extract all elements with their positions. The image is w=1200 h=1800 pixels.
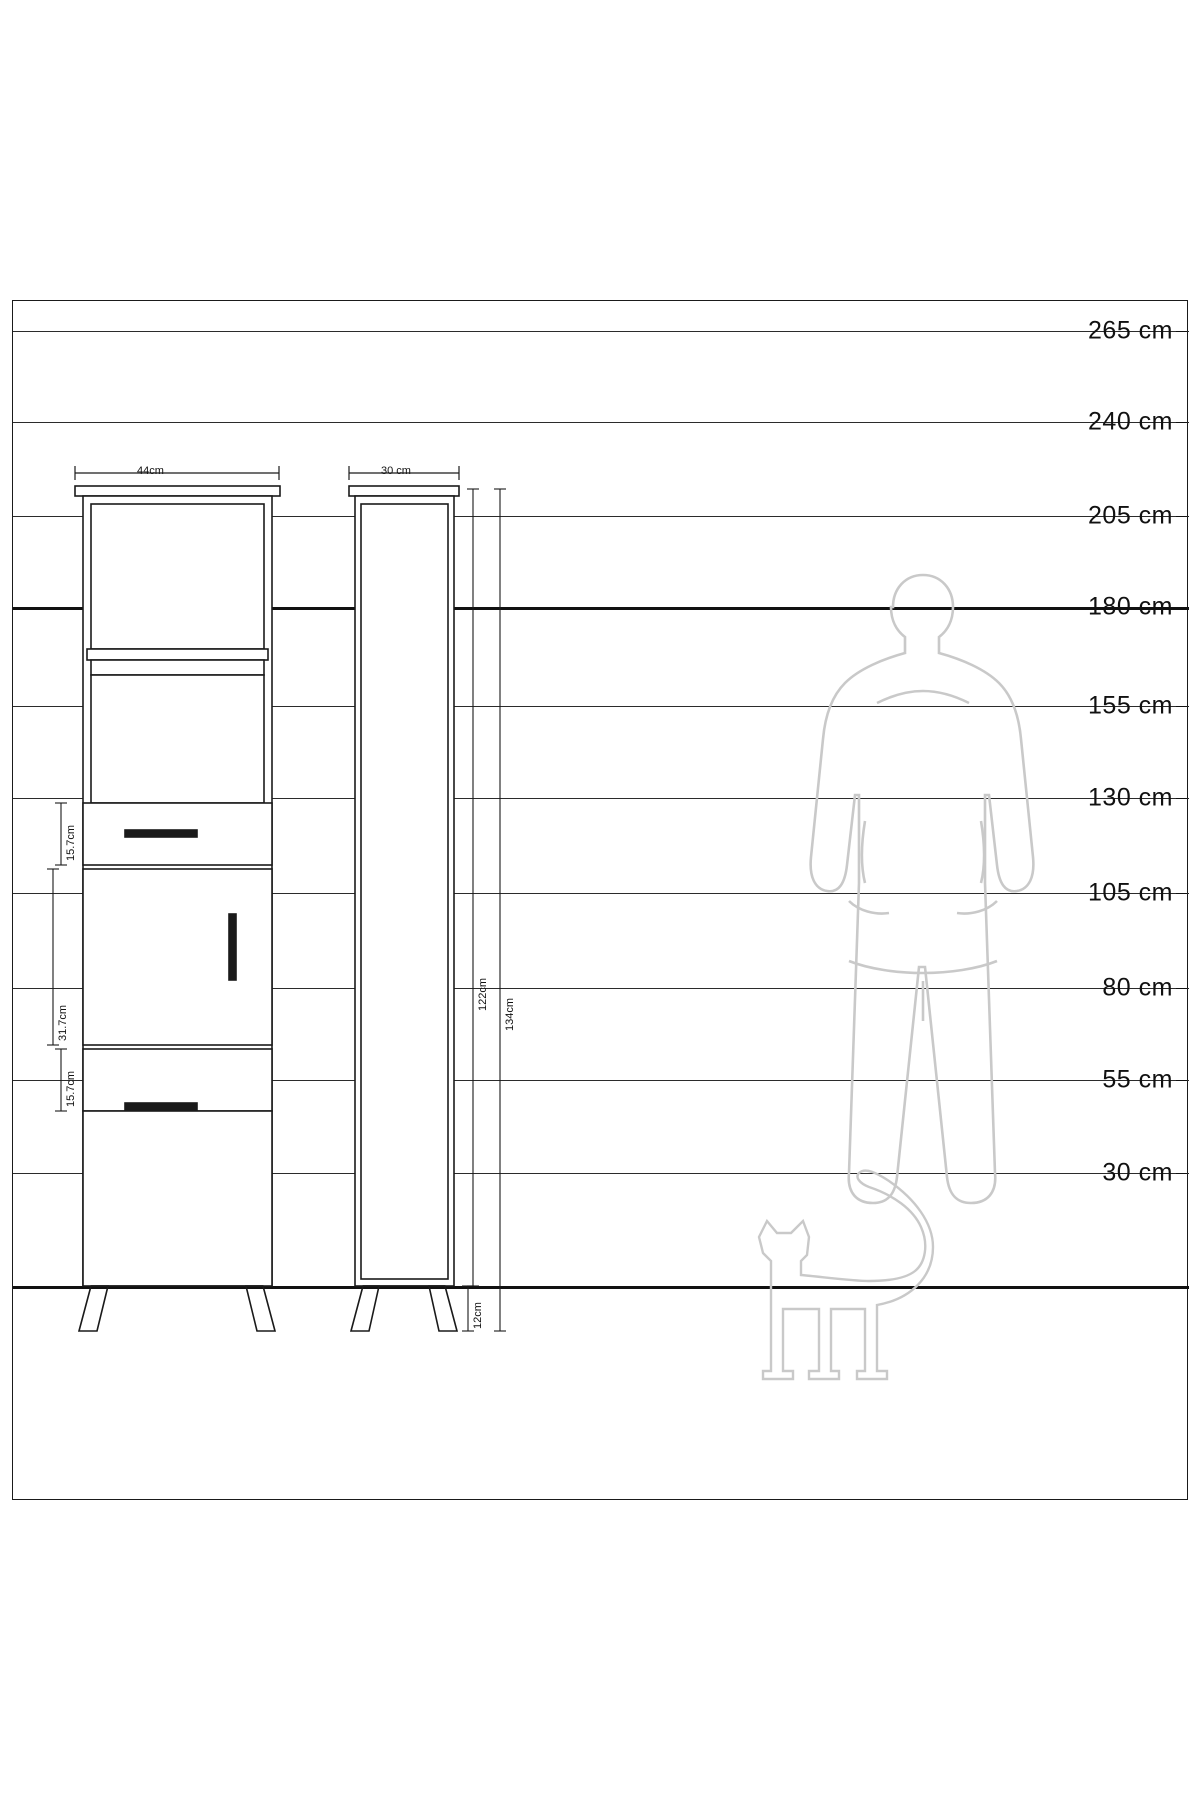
panel-height-dimensions — [462, 489, 506, 1331]
scale-label-130: 130 cm — [1088, 783, 1173, 812]
scale-label-155: 155 cm — [1088, 691, 1173, 720]
cat-silhouette — [759, 1171, 933, 1379]
tall-cabinet — [75, 486, 280, 1331]
human-silhouette — [811, 575, 1034, 1203]
scale-label-205: 205 cm — [1088, 501, 1173, 530]
drawer-top-height-label: 15.7cm — [65, 824, 77, 861]
scale-label-30: 30 cm — [1102, 1158, 1173, 1187]
leg-height-label: 12cm — [472, 1302, 484, 1329]
scale-label-240: 240 cm — [1088, 407, 1173, 436]
furniture-drawing — [13, 301, 1189, 1501]
scale-label-55: 55 cm — [1102, 1065, 1173, 1094]
panel-width-label: 30 cm — [381, 465, 411, 477]
cabinet-width-dimension — [75, 466, 279, 480]
cabinet-height-dimensions — [47, 803, 67, 1111]
drawing-frame — [12, 300, 1188, 1500]
door-height-label: 31.7cm — [57, 1004, 69, 1041]
panel-total-height-label: 134cm — [504, 997, 516, 1031]
scale-label-265: 265 cm — [1088, 316, 1173, 345]
scale-label-180: 180 cm — [1088, 592, 1173, 621]
drawer-bottom-height-label: 15.7cm — [65, 1070, 77, 1107]
cabinet-width-label: 44cm — [137, 465, 164, 477]
slim-panel-cabinet — [349, 486, 459, 1331]
scale-label-105: 105 cm — [1088, 878, 1173, 907]
panel-body-height-label: 122cm — [477, 977, 489, 1011]
scale-label-80: 80 cm — [1102, 973, 1173, 1002]
